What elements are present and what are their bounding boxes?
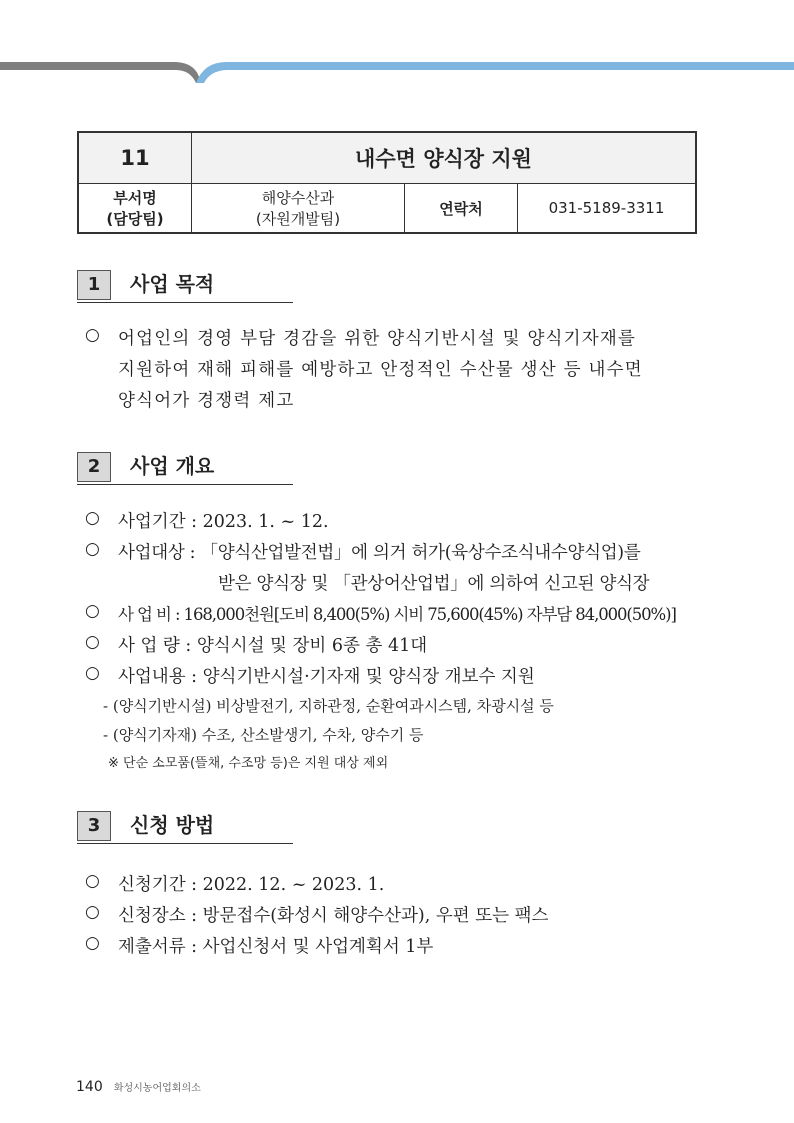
section-heading-application (77, 809, 293, 844)
project-info-table (77, 131, 697, 234)
header-decoration (0, 0, 794, 90)
bullet-icon: ○ (85, 601, 100, 621)
section-number: 2 (77, 452, 111, 482)
bullet-icon: ○ (85, 871, 100, 891)
overview-sub-item: - (양식기자재) 수조, 산소발생기, 수차, 양수기 등 (103, 726, 424, 744)
page-footer (76, 1076, 201, 1095)
purpose-line: 어업인의 경영 부담 경감을 위한 양식기반시설 및 양식기자재를 (118, 329, 637, 349)
section-title: 사업 목적 (130, 272, 215, 296)
bullet-icon: ○ (85, 325, 100, 345)
overview-budget: 사 업 비 : 168,000천원[도비 8,400(5%) 시비 75,600(45%) 자부담 84,000(50%)] (118, 605, 676, 624)
section-number: 3 (77, 811, 111, 841)
overview-quantity: 사 업 량 : 양식시설 및 장비 6종 총 41대 (118, 636, 428, 656)
section-heading-overview (77, 450, 293, 485)
purpose-line: 지원하여 재해 피해를 예방하고 안정적인 수산물 생산 등 내수면 (118, 360, 643, 380)
application-place: 신청장소 : 방문접수(화성시 해양수산과), 우편 또는 팩스 (118, 906, 549, 926)
contact-value: 031-5189-3311 (518, 184, 697, 234)
overview-target: 사업대상 : 「양식산업발전법」에 의거 허가(육상수조식내수양식업)를 (118, 543, 641, 563)
overview-period: 사업기간 : 2023. 1. ~ 12. (118, 512, 329, 532)
overview-note: ※ 단순 소모품(뜰채, 수조망 등)은 지원 대상 제외 (108, 756, 389, 771)
bullet-icon: ○ (85, 902, 100, 922)
application-documents: 제출서류 : 사업신청서 및 사업계획서 1부 (118, 937, 434, 957)
purpose-line: 양식어가 경쟁력 제고 (118, 391, 295, 411)
overview-content: 사업내용 : 양식기반시설·기자재 및 양식장 개보수 지원 (118, 667, 535, 687)
bullet-icon: ○ (85, 663, 100, 683)
overview-target-cont: 받은 양식장 및 「관상어산업법」에 의하여 신고된 양식장 (218, 574, 650, 594)
project-number: 11 (78, 132, 192, 184)
overview-sub-item: - (양식기반시설) 비상발전기, 지하관정, 순환여과시스템, 차광시설 등 (103, 697, 554, 715)
section-heading-purpose (77, 268, 293, 303)
dept-label: 부서명 (담당팀) (78, 184, 192, 234)
dept-value: 해양수산과 (자원개발팀) (192, 184, 405, 234)
bullet-icon: ○ (85, 632, 100, 652)
contact-label: 연락처 (405, 184, 518, 234)
bullet-icon: ○ (85, 933, 100, 953)
page-number: 140 (76, 1079, 103, 1095)
application-period: 신청기간 : 2022. 12. ~ 2023. 1. (118, 875, 385, 895)
project-title: 내수면 양식장 지원 (192, 132, 697, 184)
bullet-icon: ○ (85, 508, 100, 528)
bullet-icon: ○ (85, 539, 100, 559)
section-title: 신청 방법 (130, 813, 215, 837)
section-number: 1 (77, 270, 111, 300)
footer-organization: 화성시농어업회의소 (113, 1083, 201, 1094)
section-title: 사업 개요 (130, 454, 215, 478)
